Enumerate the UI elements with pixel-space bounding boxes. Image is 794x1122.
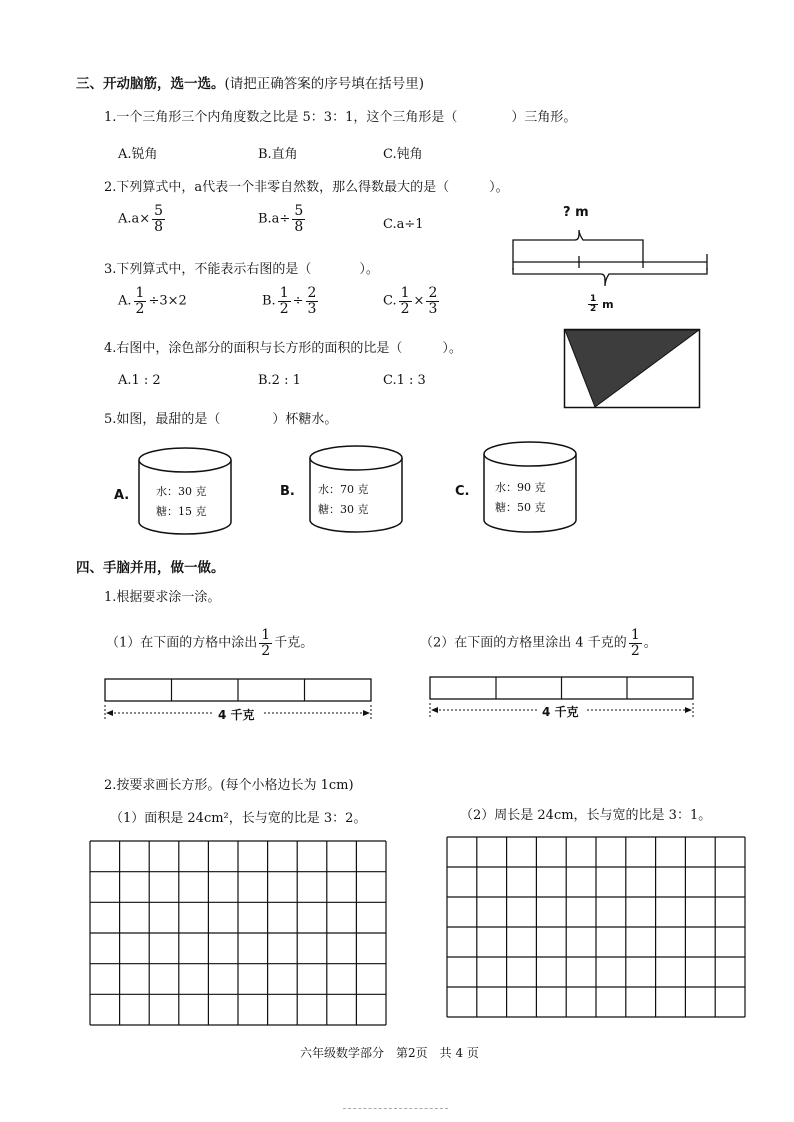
q1-text-b: ）三角形。	[511, 110, 577, 125]
diagram-bottom-unit: m	[602, 297, 614, 311]
q2-a-numerator: 5	[154, 203, 164, 219]
section3-title: 三、开动脑筋，选一选。	[76, 76, 225, 92]
q1-option-a: A.锐角	[118, 147, 158, 162]
cup-b-label: B.	[280, 484, 295, 499]
q2-a-denominator: 8	[154, 218, 164, 235]
cup-c-label: C.	[455, 484, 470, 499]
q5-text-a: 5.如图，最甜的是（	[104, 412, 221, 427]
q5-stem	[104, 408, 337, 427]
bottom-brace	[513, 268, 707, 286]
cup-a-water: 水：30 克	[156, 485, 207, 498]
q3-a-suffix: ÷3×2	[148, 293, 187, 309]
q3-option-c	[383, 286, 441, 316]
grid-1[interactable]	[89, 840, 389, 1026]
q3-b-fraction-2	[306, 286, 319, 316]
s4-q1-part1-denominator: 2	[261, 642, 271, 659]
page-footer: 六年级数学部分 第2页 共 4 页	[300, 1046, 479, 1060]
q3-b-denominator-1: 2	[279, 300, 289, 317]
q1-option-b: B.直角	[258, 147, 298, 162]
bracket-diagram	[505, 222, 720, 292]
diagram-bottom-denominator: 2	[590, 304, 597, 315]
q3-c-fraction-1	[399, 286, 412, 316]
q2-option-a	[118, 204, 167, 234]
cup-a-content	[156, 482, 207, 522]
q2-a-prefix: A.a×	[118, 211, 151, 227]
q2-text-b: ）。	[489, 180, 509, 195]
q3-a-numerator: 1	[135, 285, 145, 301]
cup-a-label: A.	[114, 488, 130, 503]
q2-option-b	[258, 204, 307, 234]
q2-b-fraction	[292, 204, 305, 234]
s4-q1-part1-numerator: 1	[261, 627, 271, 643]
bar-2-label: 4 千克	[542, 705, 579, 719]
s4-q2-part1: （1）面积是 24cm²，长与宽的比是 3：2。	[110, 811, 367, 826]
triangle-rectangle-figure	[563, 328, 703, 410]
q3-c-numerator-1: 1	[400, 285, 410, 301]
q4-text-b: ）。	[442, 341, 462, 356]
q3-b-denominator-2: 3	[307, 300, 317, 317]
top-brace	[513, 230, 643, 254]
section3-header	[76, 72, 424, 92]
s4-q1-part2-pre: （2）在下面的方格里涂出 4 千克的	[420, 635, 627, 651]
q4-stem	[104, 337, 462, 356]
q3-b-prefix: B.	[262, 293, 276, 309]
s4-q1-part2-denominator: 2	[630, 642, 640, 659]
bar-1-label: 4 千克	[218, 708, 255, 722]
s4-q1-part1	[106, 628, 313, 658]
q2-text-a: 2.下列算式中，a代表一个非零自然数，那么得数最大的是（	[104, 180, 450, 195]
q5-text-b: ）杯糖水。	[272, 412, 338, 427]
s4-q1-part1-pre: （1）在下面的方格中涂出	[106, 635, 258, 651]
q3-text-a: 3.下列算式中，不能表示右图的是（	[104, 262, 312, 277]
q1-option-c: C.钝角	[383, 147, 423, 162]
q3-c-operator: ×	[413, 293, 425, 309]
s4-q2-text: 2.按要求画长方形。(每个小格边长为 1cm)	[104, 778, 354, 793]
q3-b-operator: ÷	[292, 293, 304, 309]
q3-b-numerator-1: 1	[279, 285, 289, 301]
q3-a-prefix: A.	[118, 293, 132, 309]
s4-q1-part1-post: 千克。	[274, 635, 314, 651]
s4-q1-part2-post: 。	[643, 635, 657, 651]
diagram-bottom-fraction	[588, 295, 598, 315]
q3-a-denominator: 2	[135, 300, 145, 317]
q3-b-numerator-2: 2	[307, 285, 317, 301]
q2-b-prefix: B.a÷	[258, 211, 291, 227]
section4-title: 四、手脑并用，做一做。	[76, 560, 225, 576]
q2-stem	[104, 176, 509, 195]
cup-b-content	[318, 480, 369, 520]
q3-c-numerator-2: 2	[428, 285, 438, 301]
cup-a-sugar: 糖：15 克	[156, 505, 207, 518]
q4-option-b: B.2 : 1	[258, 373, 301, 388]
s4-q1-part2-numerator: 1	[630, 627, 640, 643]
q3-b-fraction-1	[278, 286, 291, 316]
cup-c-water: 水：90 克	[495, 481, 546, 494]
grid-2[interactable]	[446, 836, 748, 1018]
q3-c-fraction-2	[426, 286, 439, 316]
cup-b-sugar: 糖：30 克	[318, 503, 369, 516]
cup-b-water: 水：70 克	[318, 483, 369, 496]
s4-q1-part2	[420, 628, 657, 658]
q3-c-prefix: C.	[383, 293, 397, 309]
q4-option-c: C.1 : 3	[383, 373, 426, 388]
q3-option-b	[262, 286, 320, 316]
q3-option-a	[118, 286, 187, 316]
cup-c-content	[495, 478, 546, 518]
q2-b-numerator: 5	[294, 203, 304, 219]
q3-c-denominator-1: 2	[400, 300, 410, 317]
q2-option-c: C.a÷1	[383, 217, 424, 232]
q3-text-b: ）。	[359, 262, 379, 277]
cup-c-sugar: 糖：50 克	[495, 501, 546, 514]
q1-text-a: 1.一个三角形三个内角度数之比是 5：3：1，这个三角形是（	[104, 110, 458, 125]
q3-c-denominator-2: 3	[428, 300, 438, 317]
s4-q2-part2: （2）周长是 24cm，长与宽的比是 3：1。	[460, 808, 712, 823]
q3-stem	[104, 258, 379, 277]
s4-q1-part2-fraction	[629, 628, 642, 658]
q1-stem	[104, 106, 576, 125]
q4-text-a: 4.右图中，涂色部分的面积与长方形的面积的比是（	[104, 341, 403, 356]
diagram-bottom-label	[588, 295, 614, 315]
q2-b-denominator: 8	[294, 218, 304, 235]
diagram-bottom-numerator: 1	[590, 294, 597, 304]
diagram-top-label: ? m	[563, 205, 589, 220]
section3-note: (请把正确答案的序号填在括号里)	[224, 76, 425, 92]
s4-q1-text: 1.根据要求涂一涂。	[104, 590, 221, 605]
s4-q1-part1-fraction	[259, 628, 272, 658]
q3-a-fraction	[134, 286, 147, 316]
bottom-divider	[343, 1108, 448, 1109]
q4-option-a: A.1 : 2	[118, 373, 161, 388]
q2-a-fraction	[152, 204, 165, 234]
